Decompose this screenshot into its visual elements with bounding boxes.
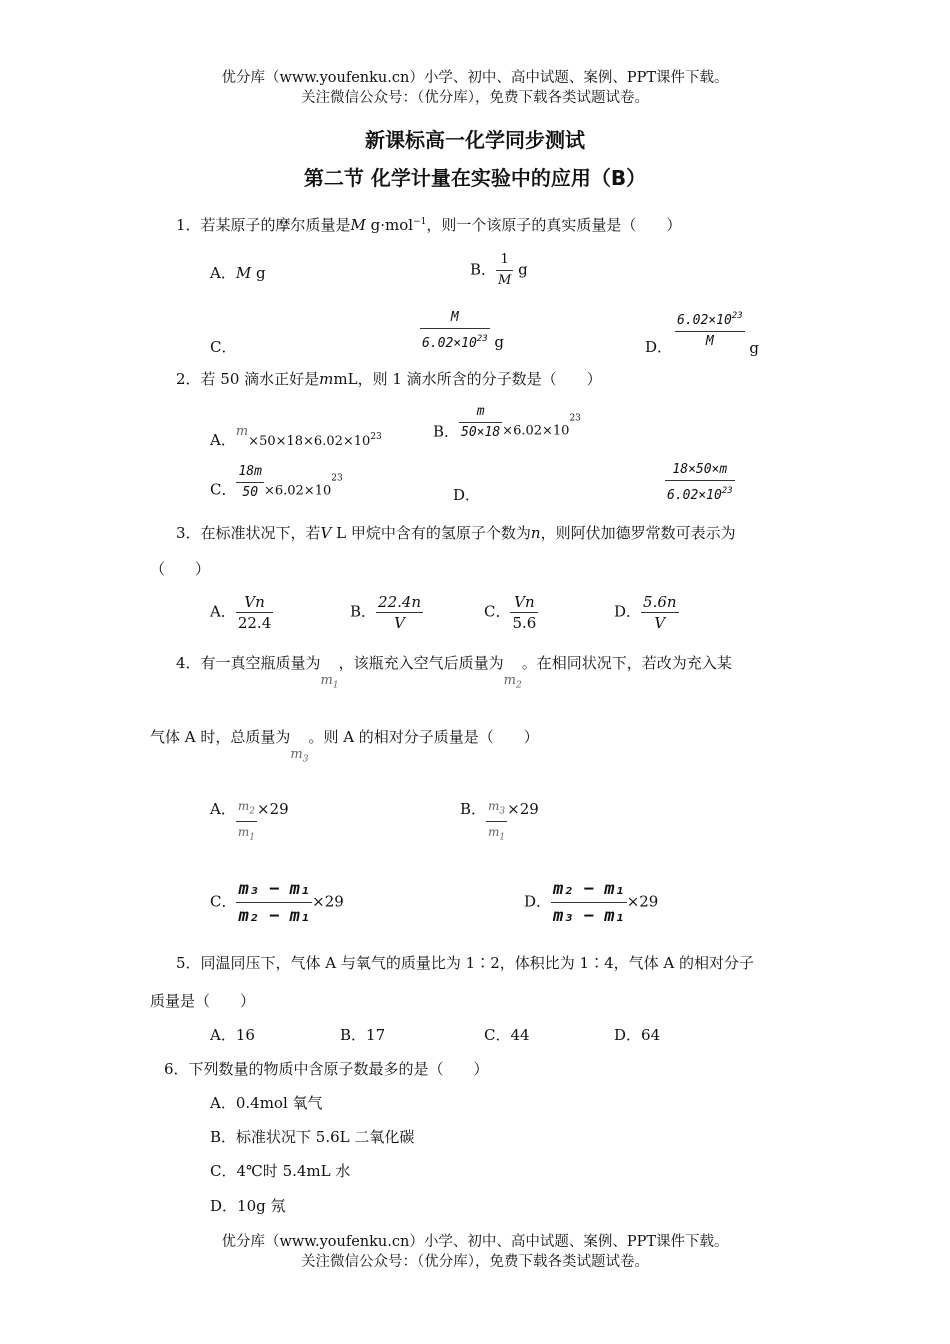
q6-option-a[interactable]: A．0.4mol 氧气 [210, 1094, 323, 1112]
q3-c-den: 5.6 [512, 614, 537, 632]
q4-line2-b: 。则 A 的相对分子质量是（ ） [308, 728, 539, 746]
q3-line1-a: 3．在标准状况下，若 [176, 524, 321, 542]
q4-a-den: m [237, 825, 250, 840]
q1-option-d [675, 306, 759, 357]
q4-c-label: C． [210, 892, 237, 911]
q4-m1: m [320, 673, 333, 688]
q3-b-num: 22.4n [378, 593, 422, 611]
question-4-line-2 [150, 726, 539, 765]
q1-option-d-label[interactable]: D． [645, 338, 673, 356]
q1-d-unit: g [749, 339, 760, 357]
q6-option-b[interactable]: B．标准状况下 5.6L 二氧化碳 [210, 1128, 415, 1146]
q4-d-text: ×29 [626, 892, 659, 911]
q3-option-c[interactable] [484, 592, 538, 633]
q4-option-c[interactable] [210, 876, 344, 929]
q4-b-num-sub: 3 [499, 806, 506, 817]
q4-line2-a: 气体 A 时，总质量为 [150, 728, 291, 746]
q4-d-den: m₃ − m₁ [553, 906, 625, 926]
q2-option-c[interactable] [210, 462, 343, 503]
q4-c-text: ×29 [312, 892, 344, 911]
q1-b-unit: g [513, 260, 528, 279]
q1-d-num: 6.02×10 [677, 313, 732, 328]
q4-a-num: m [237, 799, 250, 813]
q5-option-c[interactable]: C．44 [484, 1026, 530, 1044]
q2-c-sup: 23 [331, 473, 343, 484]
q4-b-den: m [488, 825, 500, 840]
header-line-1: 优分库（www.youfenku.cn）小学、初中、高中试题、案例、PPT课件下载。 [221, 70, 729, 86]
q1-c-num: M [420, 308, 490, 329]
page-subtitle: 第二节 化学计量在实验中的应用（B） [303, 166, 647, 190]
q3-d-den: V [654, 614, 666, 632]
q4-c-num: m₃ − m₁ [236, 876, 312, 903]
q4-b-text: ×29 [507, 799, 539, 818]
q1-d-den: M [705, 334, 714, 349]
q3-line1-b: L 甲烷中含有的氢原子个数为 [331, 524, 531, 542]
question-5-line-2: 质量是（ ） [150, 992, 256, 1010]
q5-option-d[interactable]: D．64 [614, 1026, 661, 1044]
q1-option-b[interactable] [470, 250, 528, 291]
q2-d-den: 6.02×10 [667, 488, 722, 503]
q1-a-unit: g [251, 264, 266, 282]
q3-option-b[interactable] [350, 592, 423, 633]
question-6-stem: 6．下列数量的物质中含原子数最多的是（ ） [164, 1060, 489, 1078]
q3-var-n: n [530, 524, 541, 542]
q1-b-label: B． [470, 260, 497, 279]
question-3-stem [176, 522, 736, 543]
q2-a-text: ×50×18×6.02×10 [248, 434, 371, 449]
q2-c-num: 18m [236, 462, 263, 483]
q4-a-text: ×29 [256, 799, 289, 818]
q4-b-den-sub: 1 [499, 832, 506, 843]
q4-a-den-sub: 1 [249, 832, 255, 843]
q4-c-den: m₂ − m₁ [238, 906, 311, 926]
q2-a-var: m [235, 424, 249, 439]
q1-prefix: 1．若某原子的摩尔质量是 [176, 216, 351, 234]
q2-var: m [319, 370, 334, 388]
q2-a-label: A． [210, 431, 236, 449]
q3-line1-c: ，则阿伏加德罗常数可表示为 [540, 524, 736, 542]
q2-c-text: ×6.02×10 [263, 483, 332, 499]
q4-m2: m [503, 673, 516, 688]
q3-var-v: V [320, 524, 332, 542]
q6-option-d[interactable]: D．10g 氖 [210, 1197, 286, 1215]
q4-m3-sub: 3 [302, 754, 309, 765]
q4-option-a[interactable] [210, 796, 289, 848]
footer-line-1: 优分库（www.youfenku.cn）小学、初中、高中试题、案例、PPT课件下载。 [221, 1234, 729, 1250]
q3-b-den: V [394, 614, 405, 632]
q4-b-num: m [488, 799, 500, 813]
q3-c-num: Vn [510, 592, 538, 613]
q1-c-unit: g [494, 333, 505, 351]
q5-option-b[interactable]: B．17 [340, 1026, 386, 1044]
q3-a-label: A． [210, 602, 236, 621]
q4-m2-sub: 2 [515, 680, 522, 691]
q1-suffix: ，则一个该原子的真实质量是（ ） [426, 216, 682, 234]
q3-a-num: Vn [236, 592, 273, 613]
q3-d-num: 5.6n [643, 593, 677, 611]
q2-a-sup: 23 [370, 432, 382, 442]
q3-a-den: 22.4 [237, 614, 272, 632]
q2-option-d-label[interactable]: D． [453, 486, 481, 504]
q2-c-label: C． [210, 480, 237, 499]
q1-a-var: M [235, 264, 252, 282]
q3-option-d[interactable] [614, 592, 679, 633]
q2-b-text: ×6.02×10 [502, 423, 570, 439]
q1-b-num: 1 [496, 250, 513, 271]
q1-option-a[interactable] [210, 262, 266, 283]
q2-option-b[interactable] [433, 402, 581, 443]
q2-b-sup: 23 [569, 413, 581, 424]
q2-option-a[interactable] [210, 424, 382, 450]
q1-c-den-sup: 23 [476, 334, 488, 344]
page-title: 新课标高一化学同步测试 [365, 128, 585, 152]
q2-b-num: m [459, 402, 502, 423]
q4-d-num: m₂ − m₁ [551, 876, 627, 903]
q4-a-label: A． [210, 799, 236, 818]
q1-option-c [420, 308, 504, 354]
q4-line1-b: ，该瓶充入空气后质量为 [338, 654, 504, 672]
q4-option-b[interactable] [460, 796, 539, 848]
question-2-stem [176, 368, 602, 389]
q2-b-den: 50×18 [461, 425, 501, 440]
q2-suffix: mL，则 1 滴水所含的分子数是（ ） [333, 370, 602, 388]
question-3-paren: （ ） [150, 560, 211, 578]
q2-c-den: 50 [242, 485, 259, 500]
question-1-stem [176, 214, 681, 235]
q3-d-label: D． [614, 602, 642, 621]
q1-sup: −1 [413, 217, 427, 227]
header-line-2: 关注微信公众号：（优分库），免费下载各类试题试卷。 [301, 90, 649, 106]
q4-a-num-sub: 2 [249, 806, 255, 817]
footer-line-2: 关注微信公众号：（优分库），免费下载各类试题试卷。 [301, 1254, 649, 1270]
q3-c-label: C． [484, 602, 511, 621]
q5-option-a[interactable]: A．16 [210, 1026, 255, 1044]
q4-m1-sub: 1 [332, 680, 339, 691]
q6-option-c[interactable]: C．4℃时 5.4mL 水 [210, 1162, 351, 1180]
q1-var: M [350, 216, 366, 234]
q4-d-label: D． [524, 892, 552, 911]
q1-d-num-sup: 23 [731, 311, 743, 321]
q4-b-label: B． [460, 799, 487, 818]
q1-b-den: M [498, 273, 512, 288]
q3-option-a[interactable] [210, 592, 273, 633]
q2-d-num: 18×50×m [665, 460, 735, 481]
q4-line1-a: 4．有一真空瓶质量为 [176, 654, 321, 672]
q2-prefix: 2．若 50 滴水正好是 [176, 370, 320, 388]
q3-b-label: B． [350, 602, 377, 621]
q1-a-label: A． [210, 264, 236, 282]
question-4-line-1 [176, 652, 732, 691]
q2-option-d [665, 460, 735, 506]
q1-unit: g·mol [365, 216, 414, 234]
q1-c-den: 6.02×10 [422, 336, 477, 351]
q2-b-label: B． [433, 422, 460, 441]
q2-d-den-sup: 23 [721, 486, 733, 496]
q4-option-d[interactable] [524, 876, 658, 929]
q4-m3: m [290, 747, 303, 762]
q1-option-c-label[interactable]: C． [210, 338, 237, 356]
question-5-line-1: 5．同温同压下，气体 A 与氧气的质量比为 1∶2，体积比为 1∶4，气体 A 的相对分子 [176, 954, 754, 972]
q4-line1-c: 。在相同状况下，若改为充入某 [521, 654, 732, 672]
